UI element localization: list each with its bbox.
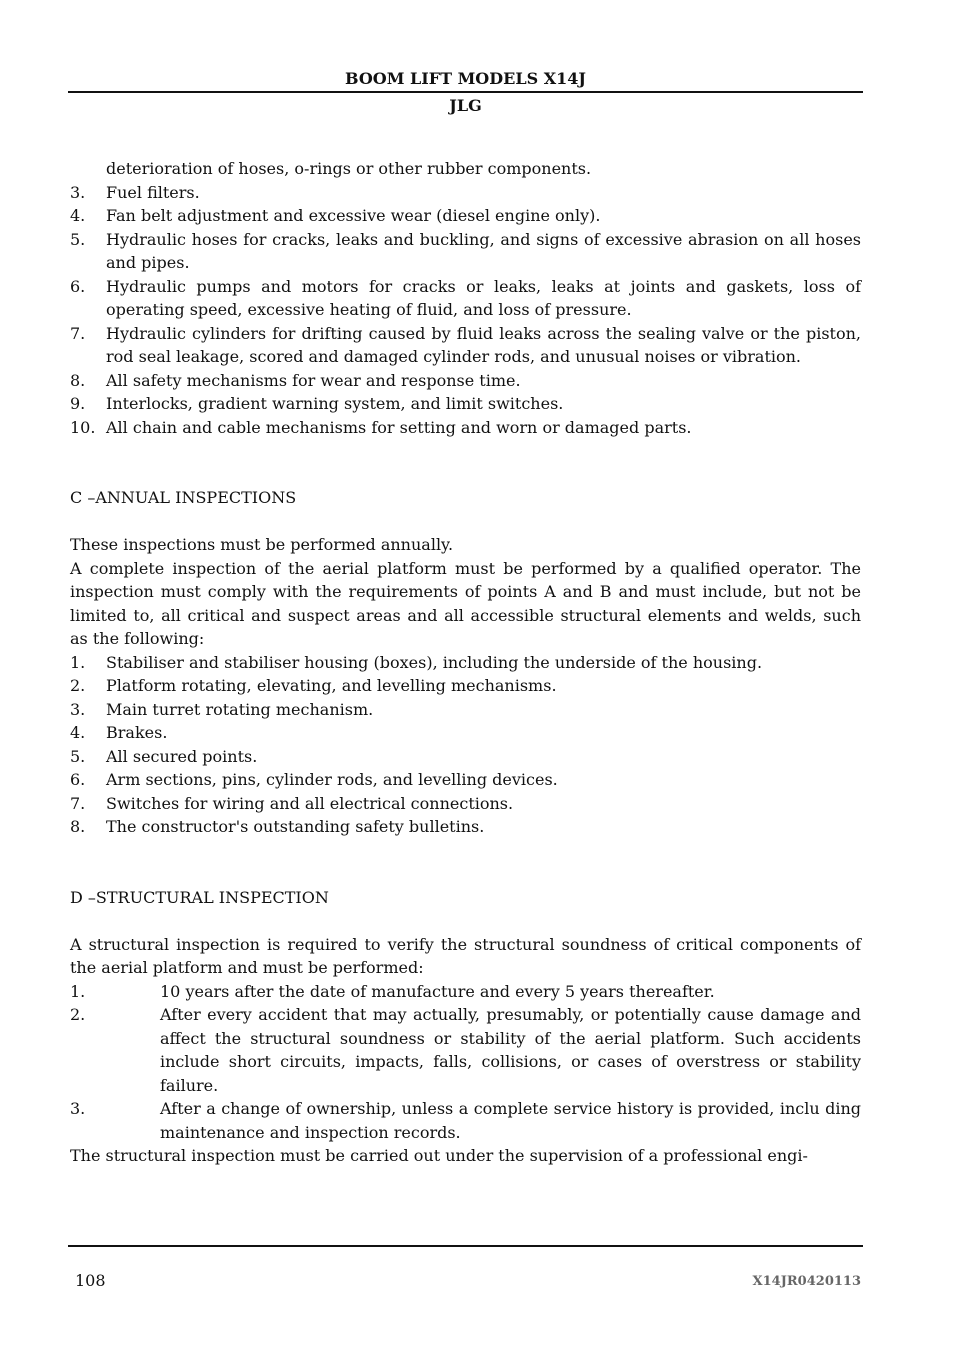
list-item bbox=[70, 392, 861, 416]
list-item bbox=[70, 1003, 861, 1097]
header-title: BOOM LIFT MODELS X14J bbox=[345, 69, 586, 88]
item-text: All safety mechanisms for wear and response time. bbox=[106, 370, 521, 390]
list-item bbox=[70, 228, 861, 275]
footer-rule bbox=[68, 1245, 863, 1247]
item-text: After every accident that may actually, presumably, or potentially cause damage and affect the structural soundness or stability of the aerial platform. Such accidents include short circuits, impacts, falls, collisions, or cases of overstress or stability failure. bbox=[160, 1005, 861, 1095]
item-number: 8. bbox=[70, 817, 86, 836]
item-number: 1. bbox=[70, 981, 86, 1001]
list-item bbox=[70, 745, 861, 769]
section-c-heading: C –ANNUAL INSPECTIONS bbox=[70, 488, 297, 507]
item-number: 5. bbox=[70, 229, 86, 249]
item-number: 4. bbox=[70, 723, 86, 742]
item-text: Fan belt adjustment and excessive wear (diesel engine only). bbox=[106, 206, 601, 225]
item-number: 3. bbox=[70, 1099, 86, 1118]
list-item bbox=[70, 416, 861, 440]
section-c-description: A complete inspection of the aerial platform must be performed by a qualified operator. The inspection must comply with the requirements of points A and B and must include, but not be limited to, all critical and suspect areas and all accessible structural elements and welds, such as the following: bbox=[70, 558, 861, 648]
list-d bbox=[70, 980, 861, 1145]
list-item bbox=[70, 275, 861, 322]
item-text: Interlocks, gradient warning system, and limit switches. bbox=[106, 394, 564, 413]
list-c bbox=[70, 651, 861, 839]
list-item bbox=[70, 322, 861, 369]
item-number: 7. bbox=[70, 323, 86, 343]
item-number: 6. bbox=[70, 770, 86, 789]
header-subtitle: JLG bbox=[449, 96, 482, 115]
item-text: Main turret rotating mechanism. bbox=[106, 699, 374, 719]
list-item bbox=[70, 721, 861, 745]
list-item bbox=[70, 792, 861, 816]
item-text: Brakes. bbox=[106, 723, 168, 742]
section-c-intro: These inspections must be performed annually. bbox=[70, 535, 454, 554]
item-text: After a change of ownership, unless a complete service history is provided, inclu ding maintenance and inspection records. bbox=[160, 1099, 861, 1142]
item-text: Stabiliser and stabiliser housing (boxes), including the underside of the housing. bbox=[106, 652, 763, 672]
list-item bbox=[70, 815, 861, 839]
list-b bbox=[70, 181, 861, 440]
item-text: Fuel filters. bbox=[106, 182, 200, 202]
item-text: All chain and cable mechanisms for setting and worn or damaged parts. bbox=[106, 417, 692, 437]
item-number: 2. bbox=[70, 1005, 86, 1024]
list-item bbox=[70, 698, 861, 722]
item-number: 9. bbox=[70, 394, 86, 413]
item-number: 1. bbox=[70, 652, 86, 672]
item-text: Switches for wiring and all electrical connections. bbox=[106, 793, 514, 813]
item-number: 6. bbox=[70, 276, 86, 296]
list-item bbox=[70, 674, 861, 698]
list-item bbox=[70, 204, 861, 228]
item-text: Platform rotating, elevating, and levelling mechanisms. bbox=[106, 676, 557, 695]
item-number: 7. bbox=[70, 793, 86, 813]
item-text: Hydraulic pumps and motors for cracks or leaks, leaks at joints and gaskets, loss of operating speed, excessive heating of fluid, and loss of pressure. bbox=[106, 276, 861, 319]
page-number: 108 bbox=[75, 1271, 106, 1290]
item-number: 8. bbox=[70, 370, 86, 390]
list-item bbox=[70, 651, 861, 675]
item-number: 2. bbox=[70, 676, 86, 695]
item-number: 4. bbox=[70, 206, 86, 225]
continuation-text: deterioration of hoses, o-rings or other rubber components. bbox=[106, 159, 592, 178]
page-content bbox=[70, 157, 861, 1168]
section-d-closing: The structural inspection must be carried out under the supervision of a professional engi- bbox=[70, 1146, 808, 1165]
item-number: 3. bbox=[70, 182, 86, 202]
item-text: Hydraulic cylinders for drifting caused by fluid leaks across the sealing valve or the piston, rod seal leakage, scored and damaged cylinder rods, and unusual noises or vibration. bbox=[106, 323, 861, 366]
section-d-intro: A structural inspection is required to verify the structural soundness of critical components of the aerial platform and must be performed: bbox=[70, 934, 861, 977]
item-text: Hydraulic hoses for cracks, leaks and buckling, and signs of excessive abrasion on all hoses and pipes. bbox=[106, 229, 861, 272]
item-number: 10. bbox=[70, 417, 96, 437]
list-item bbox=[70, 1097, 861, 1144]
list-item bbox=[70, 369, 861, 393]
item-text: All secured points. bbox=[106, 746, 258, 766]
document-code: X14JR0420113 bbox=[752, 1274, 861, 1289]
item-text: The constructor's outstanding safety bulletins. bbox=[106, 817, 485, 836]
item-text: 10 years after the date of manufacture and every 5 years thereafter. bbox=[160, 981, 715, 1001]
list-item bbox=[70, 768, 861, 792]
header-rule bbox=[68, 91, 863, 93]
section-d-heading: D –STRUCTURAL INSPECTION bbox=[70, 887, 329, 907]
list-item bbox=[70, 181, 861, 205]
item-number: 5. bbox=[70, 746, 86, 766]
list-item bbox=[70, 980, 861, 1004]
item-text: Arm sections, pins, cylinder rods, and levelling devices. bbox=[106, 770, 558, 789]
item-number: 3. bbox=[70, 699, 86, 719]
